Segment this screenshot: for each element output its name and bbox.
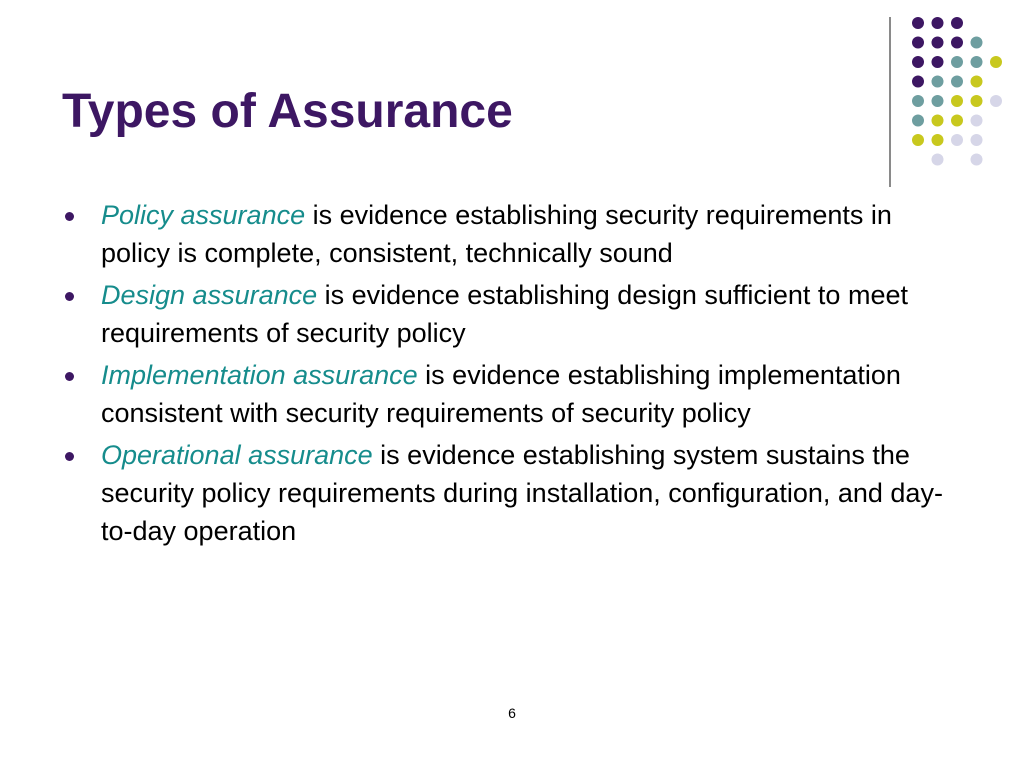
decorative-dot [912,37,924,49]
decorative-dot [932,115,944,127]
decorative-dot [912,56,924,68]
decorative-dot [912,134,924,146]
bullet-term: Implementation assurance [101,360,426,390]
bullet-item [60,356,960,432]
decorative-dot [932,37,944,49]
decorative-dot [951,17,963,29]
bullet-icon [65,372,74,381]
decorative-dot [912,115,924,127]
decorative-dot [951,134,963,146]
bullet-text: is evidence establishing implementation consistent with security requirements of security policy [101,360,901,428]
bullet-term: Policy assurance [101,200,313,230]
slide-title: Types of Assurance [62,85,513,138]
decorative-dot [932,95,944,107]
decorative-dot [912,95,924,107]
decorative-dot [990,56,1002,68]
bullet-term: Design assurance [101,280,325,310]
bullet-term: Operational assurance [101,440,381,470]
decorative-dot [951,56,963,68]
dot-grid-decoration [0,0,1024,200]
decorative-dot [932,56,944,68]
page-number: 6 [508,705,516,721]
bullet-text: is evidence establishing design sufficient to meet requirements of security policy [101,280,908,348]
decorative-dot [990,95,1002,107]
decorative-dot [971,56,983,68]
decorative-dot [951,95,963,107]
bullet-item [60,436,960,550]
bullet-icon [65,212,74,221]
decorative-dot [971,115,983,127]
bullet-icon [65,292,74,301]
decorative-dot [932,134,944,146]
decorative-dot [912,76,924,88]
decorative-dot [971,37,983,49]
decorative-dot [932,154,944,166]
bullet-item [60,276,960,352]
decorative-dot [932,17,944,29]
bullet-list [60,196,960,554]
decorative-dot [971,134,983,146]
decorative-dot [951,37,963,49]
bullet-text: is evidence establishing system sustains the security policy requirements during installation, configuration, and day-to-day operation [101,440,943,546]
decorative-dot [971,154,983,166]
decorative-dot [971,76,983,88]
decorative-dot [932,76,944,88]
bullet-text: is evidence establishing security requirements in policy is complete, consistent, technically sound [101,200,892,268]
decorative-dot [912,17,924,29]
bullet-icon [65,452,74,461]
bullet-item [60,196,960,272]
decorative-dot [951,115,963,127]
decorative-dot [951,76,963,88]
decorative-dot [971,95,983,107]
